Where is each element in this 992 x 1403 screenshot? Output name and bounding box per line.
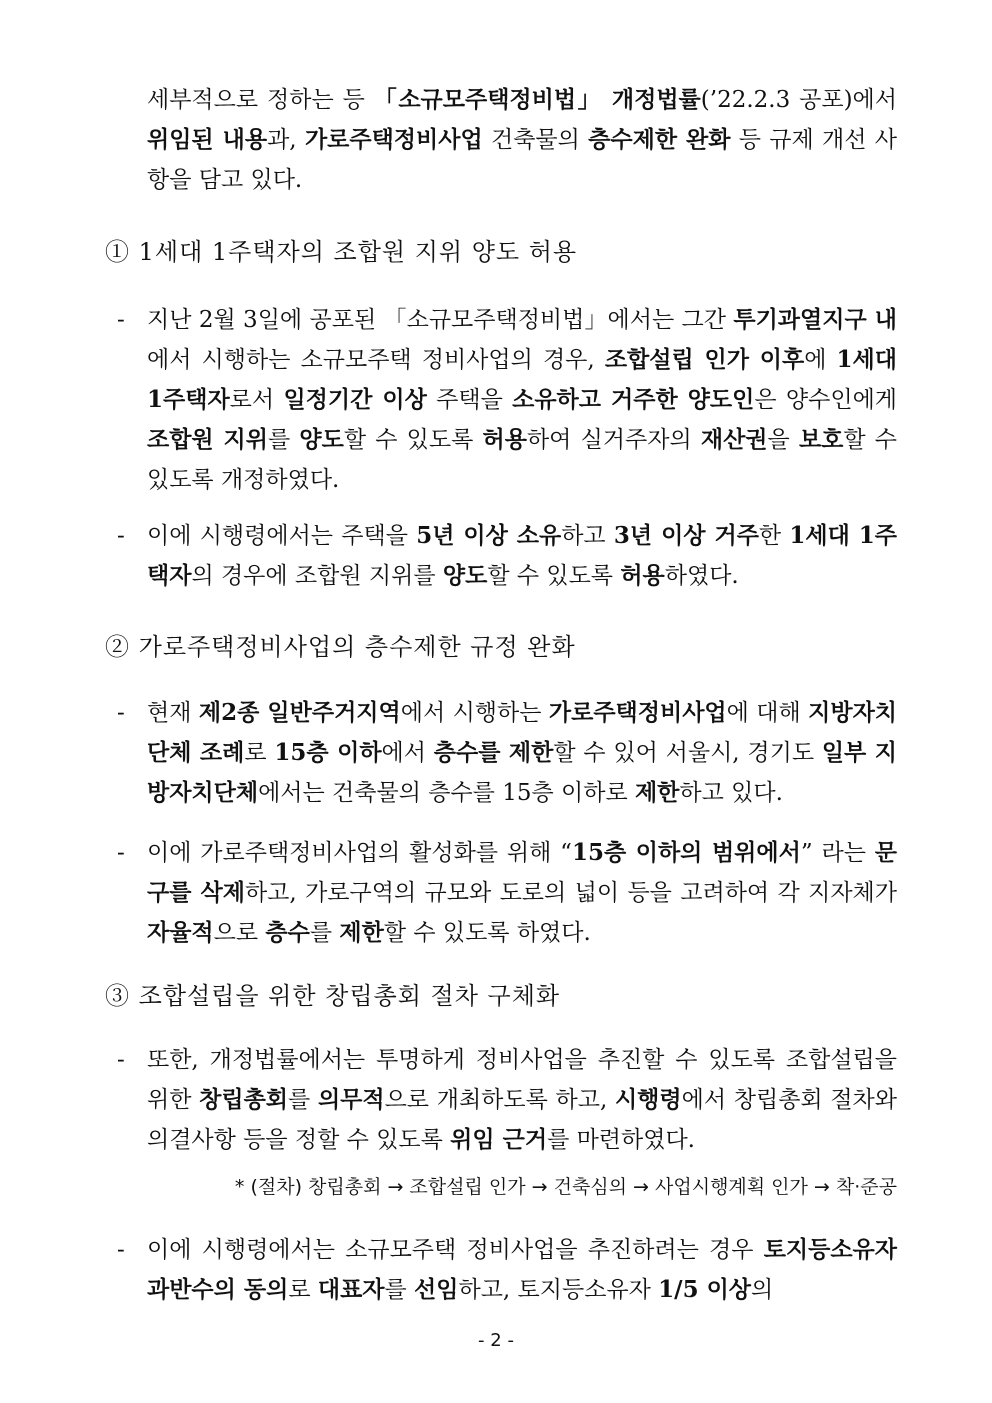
bullet-dash: -	[117, 1237, 125, 1263]
intro-street-housing: 가로주택정비사업	[304, 126, 483, 153]
procedure-note: * (절차) 창립총회 → 조합설립 인가 → 건축심의 → 사업시행계획 인가 → 착·준공	[234, 1176, 897, 1198]
section-heading-2: ② 가로주택정비사업의 층수제한 규정 완화	[105, 633, 576, 661]
page-number: - 2 -	[478, 1330, 514, 1351]
bullet-paragraph-4: - 이에 가로주택정비사업의 활성화를 위해 “15층 이하의 범위에서” 라는 문구를 삭제하고, 가로구역의 규모와 도로의 넓이 등을 고려하여 각 지자체가 자율적으로 층수를 제한할 수 있도록 하였다.	[147, 833, 897, 953]
bullet-dash: -	[117, 1047, 125, 1073]
bullet-paragraph-5: - 또한, 개정법률에서는 투명하게 정비사업을 추진할 수 있도록 조합설립을 위한 창립총회를 의무적으로 개최하도록 하고, 시행령에서 창립총회 절차와 의결사항 등을 정할 수 있도록 위임 근거를 마련하였다.	[147, 1040, 897, 1160]
bullet-dash: -	[117, 700, 125, 726]
bullet-paragraph-1: - 지난 2월 3일에 공포된 「소규모주택정비법」에서는 그간 투기과열지구 내에서 시행하는 소규모주택 정비사업의 경우, 조합설립 인가 이후에 1세대 1주택자로서 일정기간 이상 주택을 소유하고 거주한 양도인은 양수인에게 조합원 지위를 양도할 수 있도록 허용하여 실거주자의 재산권을 보호할 수 있도록 개정하였다.	[147, 300, 897, 500]
intro-text-4: 건축물의	[482, 127, 589, 153]
intro-delegated: 위임된 내용	[147, 126, 268, 153]
intro-paragraph	[147, 80, 897, 200]
bullet-paragraph-3: - 현재 제2종 일반주거지역에서 시행하는 가로주택정비사업에 대해 지방자치단체 조례로 15층 이하에서 층수를 제한할 수 있어 서울시, 경기도 일부 지방자치단체에서는 건축물의 층수를 15층 이하로 제한하고 있다.	[147, 693, 897, 813]
bullet-dash: -	[117, 307, 125, 333]
intro-floor-limit: 층수제한 완화	[588, 126, 731, 153]
section-heading-3: ③ 조합설립을 위한 창립총회 절차 구체화	[105, 982, 561, 1010]
bullet-dash: -	[117, 840, 125, 866]
bullet-dash: -	[117, 523, 125, 549]
bullet-paragraph-6: - 이에 시행령에서는 소규모주택 정비사업을 추진하려는 경우 토지등소유자 과반수의 동의로 대표자를 선임하고, 토지등소유자 1/5 이상의	[147, 1230, 897, 1310]
intro-text-2: (’22.2.3 공포)에서	[700, 87, 897, 113]
intro-text-1: 세부적으로 정하는 등	[147, 87, 374, 113]
section-heading-1: ① 1세대 1주택자의 조합원 지위 양도 허용	[105, 238, 578, 266]
intro-text-3: 과,	[267, 127, 305, 153]
intro-law-name: 「소규모주택정비법」 개정법률	[373, 86, 701, 113]
bullet-paragraph-2: - 이에 시행령에서는 주택을 5년 이상 소유하고 3년 이상 거주한 1세대 1주택자의 경우에 조합원 지위를 양도할 수 있도록 허용하였다.	[147, 516, 897, 596]
intro-text-5: 등 규제 개선 사항을 담고 있다.	[147, 127, 897, 193]
